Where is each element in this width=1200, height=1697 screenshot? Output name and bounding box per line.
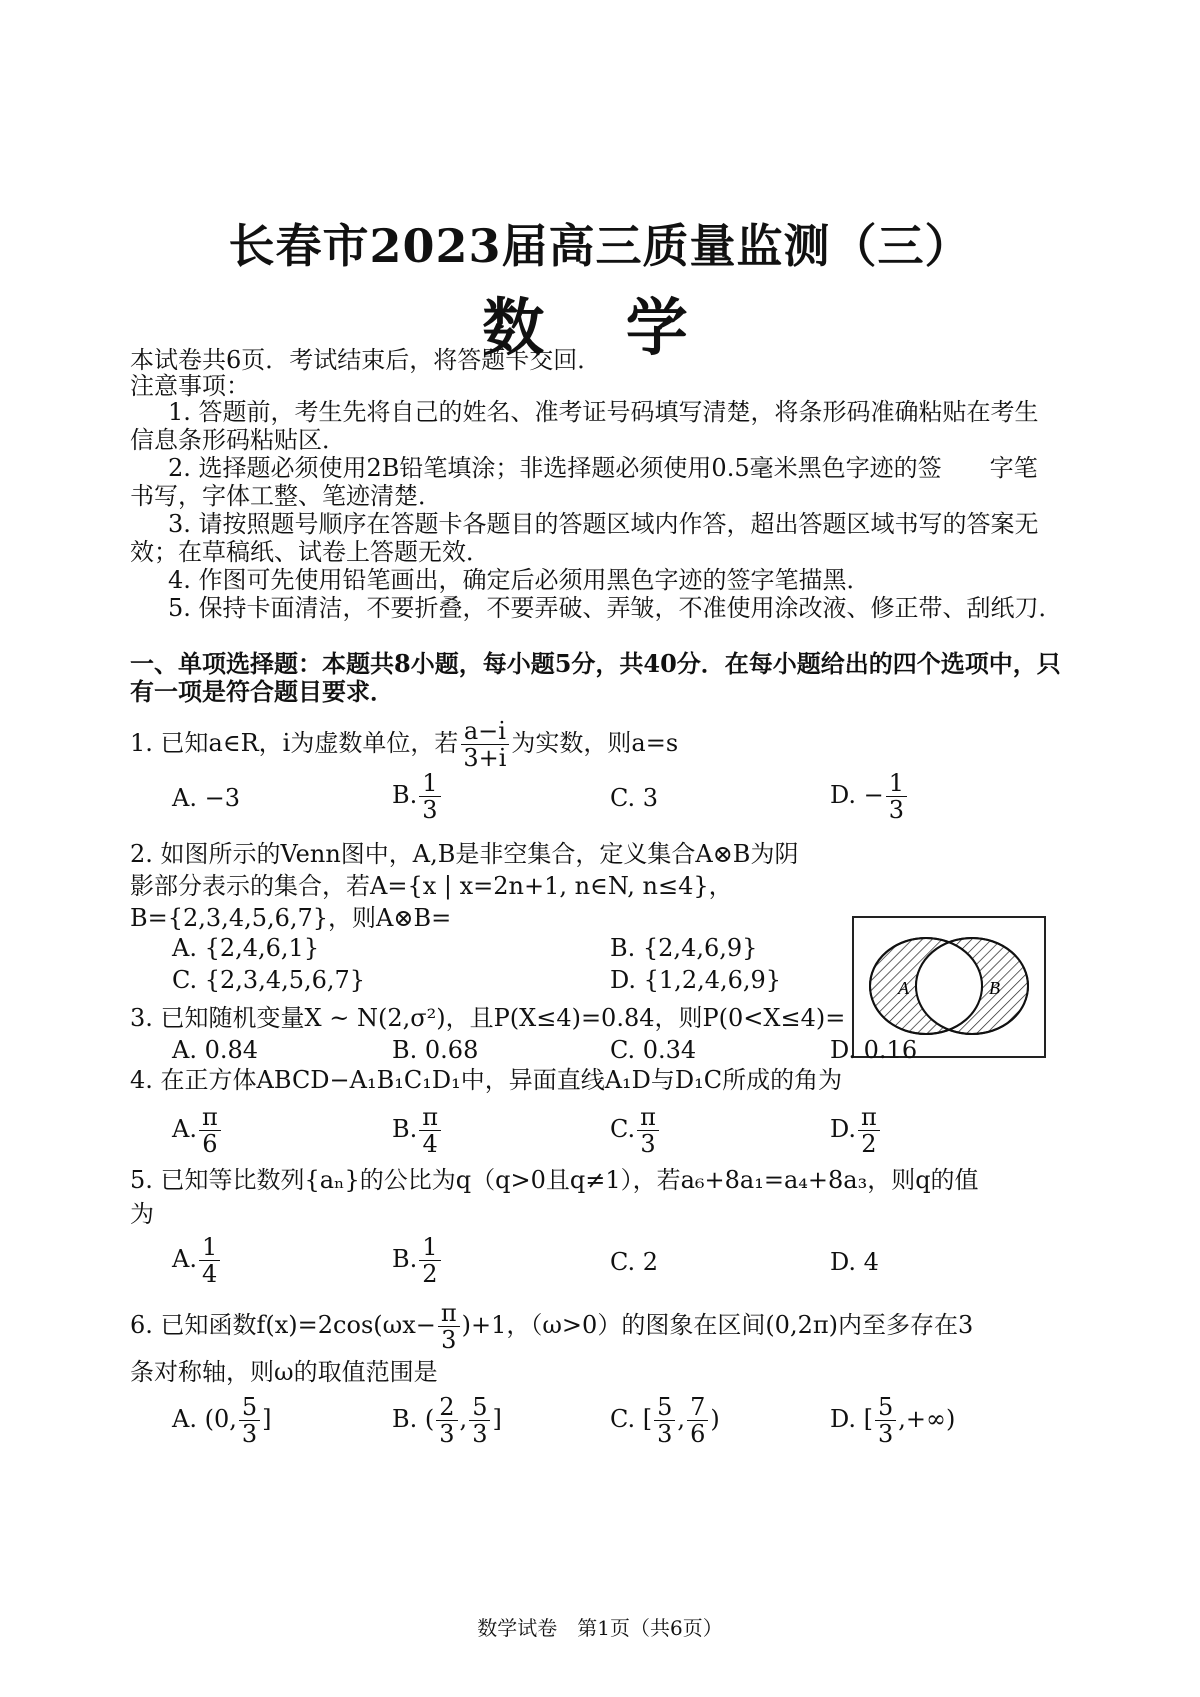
notice-item-3: 3. 请按照题号顺序在答题卡各题目的答题区域内作答，超出答题区域书写的答案无 — [168, 510, 1039, 538]
notice-item-2: 2. 选择题必须使用2B铅笔填涂；非选择题必须使用0.5毫米黑色字迹的签 字笔 — [168, 454, 1038, 482]
page-footer: 数学试卷 第1页（共6页） — [477, 1616, 723, 1640]
question-2-line3: B={2,3,4,5,6,7}，则A⊗B= — [130, 904, 452, 932]
notice-title: 注意事项： — [130, 372, 250, 400]
section-heading: 一、单项选择题：本题共8小题，每小题5分，共40分．在每小题给出的四个选项中，只 — [130, 649, 1061, 678]
q6-option-d: D. [ $\frac{5}{3}$ ,+∞) — [830, 1393, 956, 1448]
q1-option-d: D. − $\frac{1}{3}$ — [830, 770, 909, 823]
notice-item-2-cont: 书写，字体工整、笔迹清楚． — [130, 482, 442, 510]
venn-label-a: A — [898, 978, 909, 998]
subject-title: 数 学 — [482, 291, 718, 364]
q5-option-b: B. $\frac{1}{2}$ — [392, 1234, 443, 1287]
q3-option-d: D. 0.16 — [830, 1036, 918, 1064]
intro-line: 本试卷共6页．考试结束后，将答题卡交回． — [130, 346, 602, 374]
q1-post: 为实数，则a=s — [511, 729, 679, 757]
q6-option-c: C. [ $\frac{5}{3}$ , $\frac{7}{6}$ ) — [610, 1393, 720, 1448]
q2-option-b: B. {2,4,6,9} — [610, 934, 758, 962]
q1-option-c: C. 3 — [610, 784, 659, 812]
section-heading-cont: 有一项是符合题目要求． — [130, 677, 394, 706]
q4-option-a: A. $\frac{\pi}{6}$ — [172, 1104, 223, 1157]
question-6-line2: 条对称轴，则ω的取值范围是 — [130, 1358, 438, 1386]
q5-option-a: A. $\frac{1}{4}$ — [172, 1234, 222, 1287]
q4-option-c: C. $\frac{\pi}{3}$ — [610, 1104, 661, 1157]
question-2-line1: 2. 如图所示的Venn图中，A,B是非空集合，定义集合A⊗B为阴 — [130, 840, 799, 868]
q6-option-a: A. (0, $\frac{5}{3}$ ] — [172, 1393, 272, 1448]
q1-option-a: A. −3 — [172, 784, 240, 812]
q6-option-b: B. ( $\frac{2}{3}$ , $\frac{5}{3}$ ] — [392, 1393, 502, 1448]
notice-item-3-cont: 效；在草稿纸、试卷上答题无效． — [130, 538, 490, 566]
q3-option-c: C. 0.34 — [610, 1036, 697, 1064]
q3-option-a: A. 0.84 — [172, 1036, 259, 1064]
venn-label-b: B — [989, 978, 1000, 998]
notice-item-5: 5. 保持卡面清洁，不要折叠，不要弄破、弄皱，不准使用涂改液、修正带、刮纸刀． — [168, 594, 1063, 622]
q1-frac-num: a−i — [461, 718, 509, 745]
q1-option-b: B. $\frac{1}{3}$ — [392, 770, 443, 823]
notice-item-4: 4. 作图可先使用铅笔画出，确定后必须用黑色字迹的签字笔描黑． — [168, 566, 871, 594]
q1-pre: 1. 已知a∈R，i为虚数单位，若 — [130, 729, 459, 757]
notice-item-1: 1. 答题前，考生先将自己的姓名、准考证号码填写清楚，将条形码准确粘贴在考生 — [168, 398, 1039, 426]
q1-fraction — [460, 718, 509, 771]
q6-fraction: $\frac{\pi}{3}$ — [438, 1300, 460, 1353]
exam-title: 长春市2023届高三质量监测（三） — [228, 219, 972, 273]
question-1 — [130, 718, 678, 771]
q5-option-c: C. 2 — [610, 1248, 659, 1276]
q2-option-d: D. {1,2,4,6,9} — [610, 966, 782, 994]
q2-option-a: A. {2,4,6,1} — [172, 934, 320, 962]
q6-pre: 6. 已知函数f(x)=2cos(ωx− — [130, 1311, 436, 1339]
q5-option-d: D. 4 — [830, 1248, 879, 1276]
question-3: 3. 已知随机变量X ~ N(2,σ²)，且P(X≤4)=0.84，则P(0<X≤4)= — [130, 1004, 846, 1032]
q4-option-b: B. $\frac{\pi}{4}$ — [392, 1104, 443, 1157]
question-5-line2: 为 — [130, 1200, 154, 1228]
q2-option-c: C. {2,3,4,5,6,7} — [172, 966, 366, 994]
q4-option-d: D. $\frac{\pi}{2}$ — [830, 1104, 882, 1157]
question-6 — [130, 1300, 973, 1353]
q6-post: )+1，（ω>0）的图象在区间(0,2π)内至多存在3 — [461, 1311, 974, 1339]
q1-frac-den: 3+i — [463, 744, 507, 772]
notice-item-1-cont: 信息条形码粘贴区． — [130, 426, 346, 454]
question-2-line2: 影部分表示的集合，若A={x | x=2n+1, n∈N, n≤4}， — [130, 872, 733, 900]
question-5-line1: 5. 已知等比数列{aₙ}的公比为q（q>0且q≠1），若a₆+8a₁=a₄+8a₃，则q的值 — [130, 1166, 979, 1194]
question-4: 4. 在正方体ABCD−A₁B₁C₁D₁中，异面直线A₁D与D₁C所成的角为 — [130, 1066, 843, 1094]
q3-option-b: B. 0.68 — [392, 1036, 479, 1064]
